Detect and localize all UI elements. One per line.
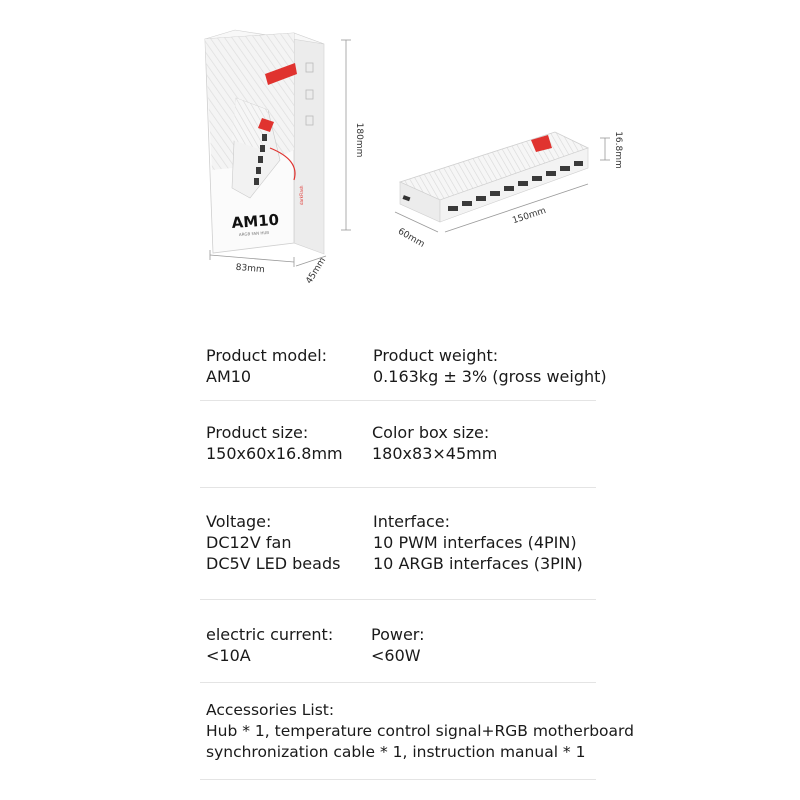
product-weight-value: 0.163kg ± 3% (gross weight) — [373, 367, 607, 386]
voltage-line-2: DC5V LED beads — [206, 554, 341, 573]
product-model-block — [206, 345, 327, 387]
product-size-block — [206, 422, 343, 464]
svg-text:AM10 — [231, 211, 280, 232]
accessories-block — [206, 700, 634, 763]
color-box-size-block — [372, 422, 497, 464]
box-brand-text: AM10 — [231, 210, 280, 232]
product-weight-block — [373, 345, 607, 387]
accessories-label: Accessories List: — [206, 701, 335, 719]
product-model-label: Product model: — [206, 346, 328, 365]
hub-height-label: 16.8mm — [613, 131, 623, 169]
box-depth-label: 45mm — [304, 255, 329, 286]
interface-line-2: 10 ARGB interfaces (3PIN) — [373, 554, 583, 573]
current-label: electric current: — [206, 625, 334, 644]
product-size-label: Product size: — [206, 423, 309, 442]
power-label: Power: — [371, 625, 425, 644]
interface-label: Interface: — [373, 512, 451, 531]
voltage-line-1: DC12V fan — [206, 533, 292, 552]
box-width-label: 83mm — [235, 262, 266, 276]
interface-block — [373, 511, 583, 574]
voltage-label: Voltage: — [206, 512, 272, 531]
current-value: <10A — [206, 646, 251, 665]
svg-text:darkFlash — [299, 185, 304, 205]
hub-device-image — [400, 132, 588, 222]
color-box-size-value: 180x83×45mm — [372, 444, 498, 463]
interface-line-1: 10 PWM interfaces (4PIN) — [373, 533, 577, 552]
divider — [200, 779, 596, 780]
divider — [200, 682, 596, 683]
power-block — [371, 624, 424, 666]
accessories-line-1: Hub * 1, temperature control signal+RGB motherboard — [206, 722, 634, 740]
current-block — [206, 624, 333, 666]
divider — [200, 599, 596, 600]
box-subtitle-text: ARGB FAN HUB — [238, 229, 270, 237]
accessories-line-2: synchronization cable * 1, instruction manual * 1 — [206, 743, 586, 761]
divider — [200, 400, 596, 401]
box-side-brand: darkFlash — [299, 185, 304, 205]
color-box-size-label: Color box size: — [372, 423, 490, 442]
product-model-value: AM10 — [206, 367, 252, 386]
power-value: <60W — [371, 646, 421, 665]
voltage-block — [206, 511, 340, 574]
hub-width-label: 60mm — [395, 226, 427, 250]
product-illustration — [0, 0, 800, 300]
divider — [200, 487, 596, 488]
hub-length-label: 150mm — [511, 205, 548, 227]
product-size-value: 150x60x16.8mm — [206, 444, 343, 463]
box-height-label: 180mm — [354, 122, 364, 158]
product-weight-label: Product weight: — [373, 346, 499, 365]
